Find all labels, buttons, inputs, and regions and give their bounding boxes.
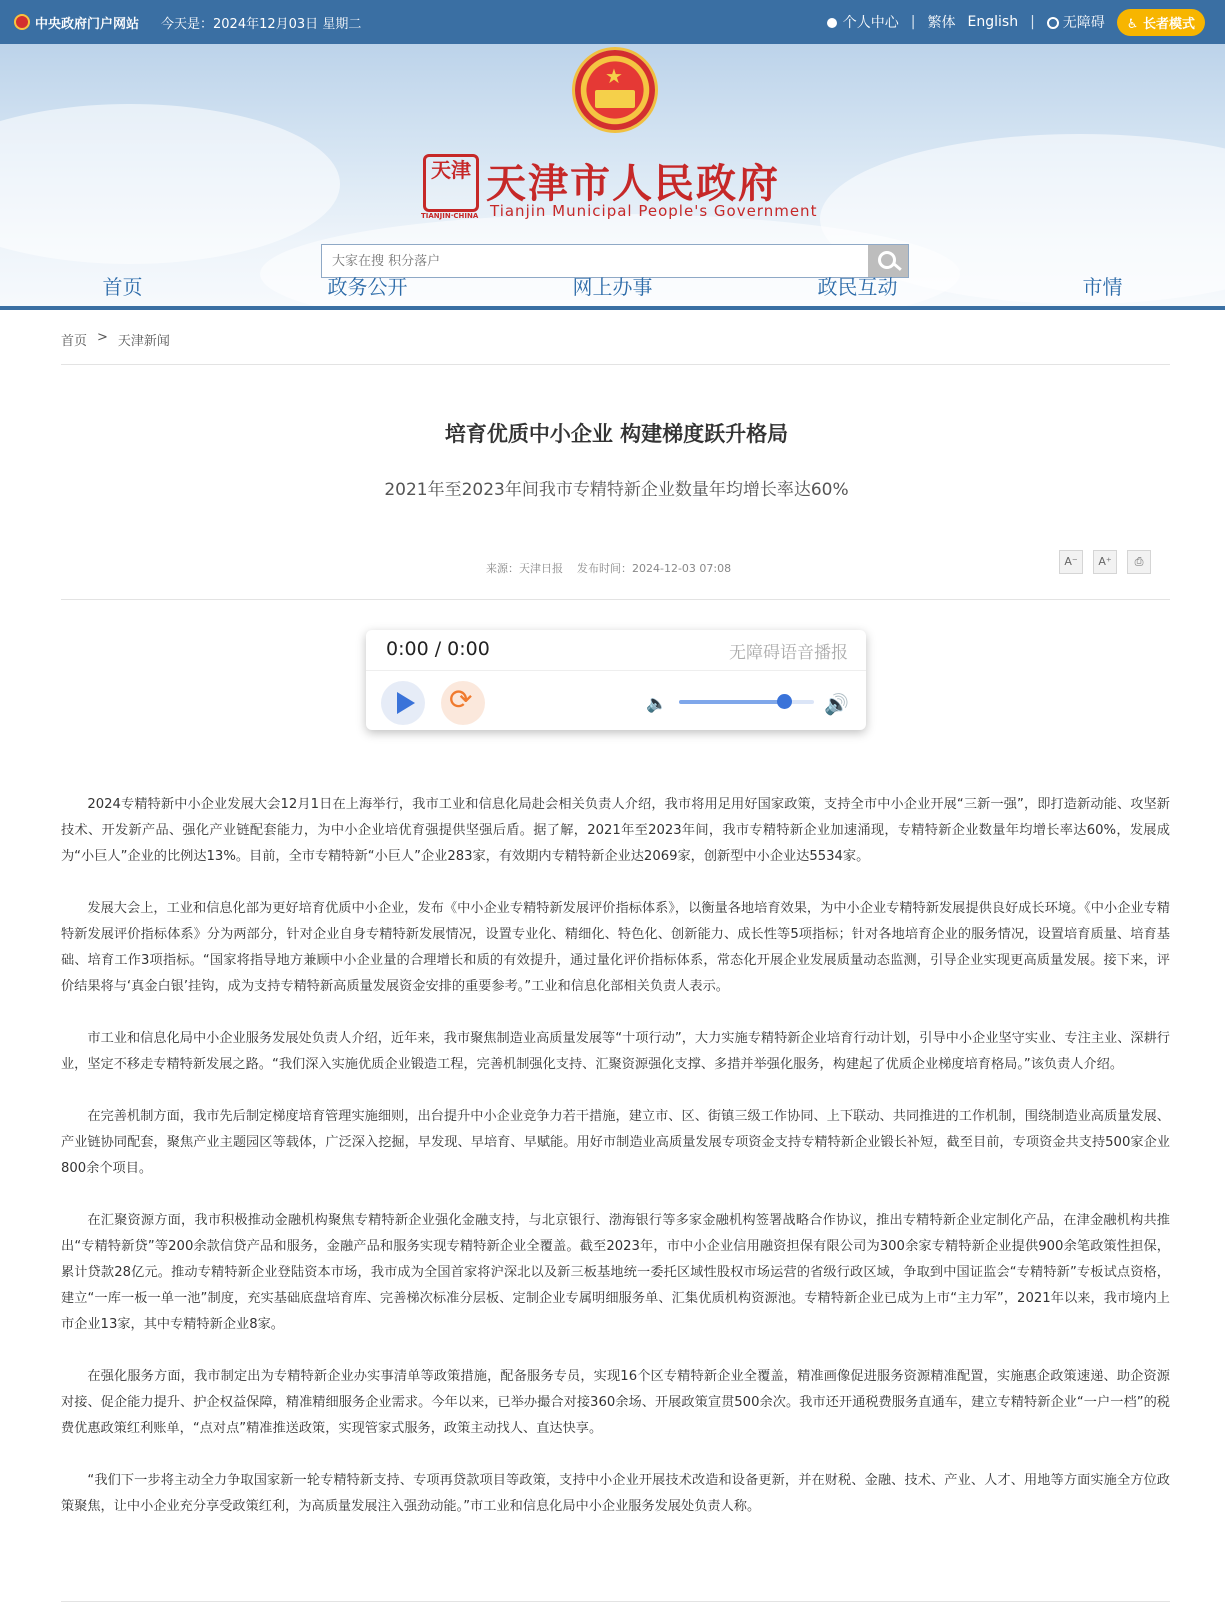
article-paragraph: 在强化服务方面，我市制定出为专精特新企业办实事清单等政策措施，配备服务专员，实现16个区专精特新企业全覆盖，精准画像促进服务资源精准配置，实施惠企政策速递、助企资源对接、促企能力提升、护企权益保障，精准精细服务企业需求。今年以来，已举办撮合对接360余场、开展政策宣贯500余次。我市还开通税费服务直通车，建立专精特新企业“一户一档”的税费优惠政策红利账单，“点对点”精准推送政策，实现管家式服务，政策主动找人、直达快享。 bbox=[61, 1369, 1170, 1436]
nav-item-home[interactable]: 首页 bbox=[102, 275, 143, 299]
elder-mode-button[interactable]: ♿ 长者模式 bbox=[1117, 9, 1205, 36]
personal-center-link[interactable] bbox=[827, 12, 899, 32]
article-paragraph: 在完善机制方面，我市先后制定梯度培育管理实施细则，出台提升中小企业竞争力若干措施，建立市、区、街镇三级工作协同、上下联动、共同推进的工作机制，围绕制造业高质量发展、产业链协同配套，聚焦产业主题园区等载体，广泛深入挖掘，早发现、早培育、早赋能。用好市制造业高质量发展专项资金支持专精特新企业锻长补短，截至目前，专项资金共支持500家企业800余个项目。 bbox=[61, 1109, 1170, 1176]
volume-knob[interactable] bbox=[777, 694, 792, 709]
divider bbox=[61, 364, 1170, 365]
user-icon bbox=[827, 18, 837, 28]
article-publish-time: 发布时间：2024-12-03 07:08 bbox=[577, 562, 732, 575]
divider bbox=[61, 1601, 1170, 1602]
star-icon: ★ bbox=[605, 64, 623, 88]
breadcrumb-home[interactable]: 首页 bbox=[61, 334, 88, 349]
font-larger-button[interactable]: A⁺ bbox=[1093, 550, 1117, 574]
article-body bbox=[61, 792, 1170, 1546]
divider bbox=[366, 670, 866, 671]
article-paragraph: 发展大会上，工业和信息化部为更好培育优质中小企业，发布《中小企业专精特新发展评价指标体系》，以衡量各地培育效果，为中小企业专精特新发展提供良好成长环境。《中小企业专精特新发展评价指标体系》分为两部分，针对企业自身专精特新发展情况，设置专业化、精细化、特色化、创新能力、成长性等5项指标；针对各地培育企业的服务情况，设置培育质量、培育基础、培育工作3项指标。“国家将指导地方兼顾中小企业量的合理增长和质的有效提升，通过量化评价指标体系，常态化开展企业发展质量动态监测，引导企业实现更高质量发展。接下来，评价结果将与‘真金白银’挂钩，成为支持专精特新高质量发展资金安排的重要参考。”工业和信息化部相关负责人表示。 bbox=[61, 901, 1170, 994]
divider: | bbox=[1030, 14, 1035, 30]
breadcrumb-separator: > bbox=[97, 330, 108, 345]
audio-player-label: 无障碍语音播报 bbox=[729, 643, 848, 663]
accessibility-link[interactable] bbox=[1047, 12, 1105, 32]
article-title: 培育优质中小企业 构建梯度跃升格局 bbox=[444, 422, 789, 446]
loop-button[interactable] bbox=[441, 681, 485, 725]
tiananmen-icon bbox=[595, 90, 635, 108]
tianjin-seal-logo: 天津 bbox=[423, 154, 479, 212]
nav-underline bbox=[0, 306, 1225, 310]
divider: | bbox=[910, 14, 916, 30]
personal-center-label: 个人中心 bbox=[842, 15, 899, 31]
article-paragraph: 2024专精特新中小企业发展大会12月1日在上海举行，我市工业和信息化局赴会相关负责人介绍，我市将用足用好国家政策，支持全市中小企业开展“三新一强”，即打造新动能、攻坚新技术、开发新产品、强化产业链配套能力，为中小企业培优育强提供坚强后盾。据了解，2021年至2023年间，我市专精特新企业加速涌现，专精特新企业数量年均增长率达60%，发展成为“小巨人”企业的比例达13%。目前，全市专精特新“小巨人”企业283家，有效期内专精特新企业达2069家，创新型中小企业达5534家。 bbox=[61, 797, 1170, 864]
article-source: 来源：天津日报 bbox=[486, 562, 563, 575]
central-portal-link[interactable] bbox=[14, 13, 139, 32]
article-meta bbox=[486, 560, 731, 576]
national-emblem-icon bbox=[14, 14, 30, 30]
national-emblem bbox=[575, 50, 655, 130]
nav-item-city-info[interactable]: 市情 bbox=[1082, 275, 1123, 299]
central-portal-label: 中央政府门户网站 bbox=[35, 16, 140, 32]
accessibility-icon bbox=[1047, 17, 1059, 29]
seal-subtitle: TIANJIN·CHINA bbox=[421, 212, 479, 220]
article-tools bbox=[1059, 550, 1151, 574]
top-bar bbox=[0, 0, 1225, 44]
print-icon[interactable]: ⎙ bbox=[1127, 550, 1151, 574]
nav-item-government-affairs[interactable]: 政务公开 bbox=[327, 275, 408, 299]
audio-player bbox=[366, 630, 866, 730]
cloud-decoration bbox=[0, 104, 340, 264]
english-link[interactable]: English bbox=[967, 14, 1019, 30]
traditional-chinese-link[interactable]: 繁体 bbox=[927, 15, 956, 31]
font-smaller-button[interactable]: A⁻ bbox=[1059, 550, 1083, 574]
search-icon bbox=[878, 251, 896, 269]
nav-item-online-services[interactable]: 网上办事 bbox=[572, 275, 653, 299]
divider bbox=[61, 599, 1170, 600]
elder-mode-label: 长者模式 bbox=[1142, 16, 1195, 32]
current-date: 今天是：2024年12月03日 星期二 bbox=[161, 16, 362, 32]
breadcrumb bbox=[61, 330, 170, 349]
article-paragraph: 在汇聚资源方面，我市积极推动金融机构聚焦专精特新企业强化金融支持，与北京银行、渤海银行等多家金融机构签署战略合作协议，推出专精特新企业定制化产品，在津金融机构共推出“专精特新贷”等200余款信贷产品和服务，金融产品和服务实现专精特新企业全覆盖。截至2023年，市中小企业信用融资担保有限公司为300余家专精特新企业提供900余笔政策性担保，累计贷款28亿元。推动专精特新企业登陆资本市场，我市成为全国首家将沪深北以及新三板基地统一委托区域性股权市场运营的省级行政区域，争取到中国证监会“专精特新”专板试点资格，建立“一库一板一单一池”制度，充实基础底盘培育库、完善梯次标准分层板、定制企业专属明细服务单、汇集优质机构资源池。专精特新企业已成为上市“主力军”，2021年以来，我市境内上市企业13家，其中专精特新企业8家。 bbox=[61, 1213, 1170, 1332]
article-paragraph: 市工业和信息化局中小企业服务发展处负责人介绍，近年来，我市聚焦制造业高质量发展等“十项行动”，大力实施专精特新企业培育行动计划，引导中小企业坚守实业、专注主业、深耕行业，坚定不移走专精特新发展之路。“我们深入实施优质企业锻造工程，完善机制强化支持、汇聚资源强化支撑、多措并举强化服务，构建起了优质企业梯度培育格局。”该负责人介绍。 bbox=[61, 1031, 1170, 1072]
mute-icon[interactable]: 🔈 bbox=[646, 694, 668, 714]
audio-time: 0:00 / 0:00 bbox=[386, 638, 490, 660]
breadcrumb-current[interactable]: 天津新闻 bbox=[117, 334, 170, 349]
play-button[interactable] bbox=[381, 681, 425, 725]
article-paragraph: “我们下一步将主动全力争取国家新一轮专精特新支持、专项再贷款项目等政策，支持中小企业开展技术改造和设备更新，并在财税、金融、技术、产业、人才、用地等方面实施全方位政策聚焦，让中小企业充分享受政策红利，为高质量发展注入强劲动能。”市工业和信息化局中小企业服务发展处负责人称。 bbox=[61, 1473, 1170, 1514]
article-subtitle: 2021年至2023年间我市专精特新企业数量年均增长率达60% bbox=[384, 480, 849, 500]
nav-item-interaction[interactable]: 政民互动 bbox=[817, 275, 898, 299]
main-nav bbox=[0, 270, 1225, 304]
volume-slider[interactable] bbox=[679, 700, 814, 704]
site-title-english: Tianjin Municipal People's Government bbox=[490, 202, 818, 220]
volume-icon[interactable]: 🔊 bbox=[824, 692, 849, 716]
accessibility-label: 无障碍 bbox=[1062, 15, 1105, 31]
site-title[interactable]: 天津市人民政府 bbox=[486, 160, 780, 207]
volume-fill bbox=[679, 700, 784, 704]
